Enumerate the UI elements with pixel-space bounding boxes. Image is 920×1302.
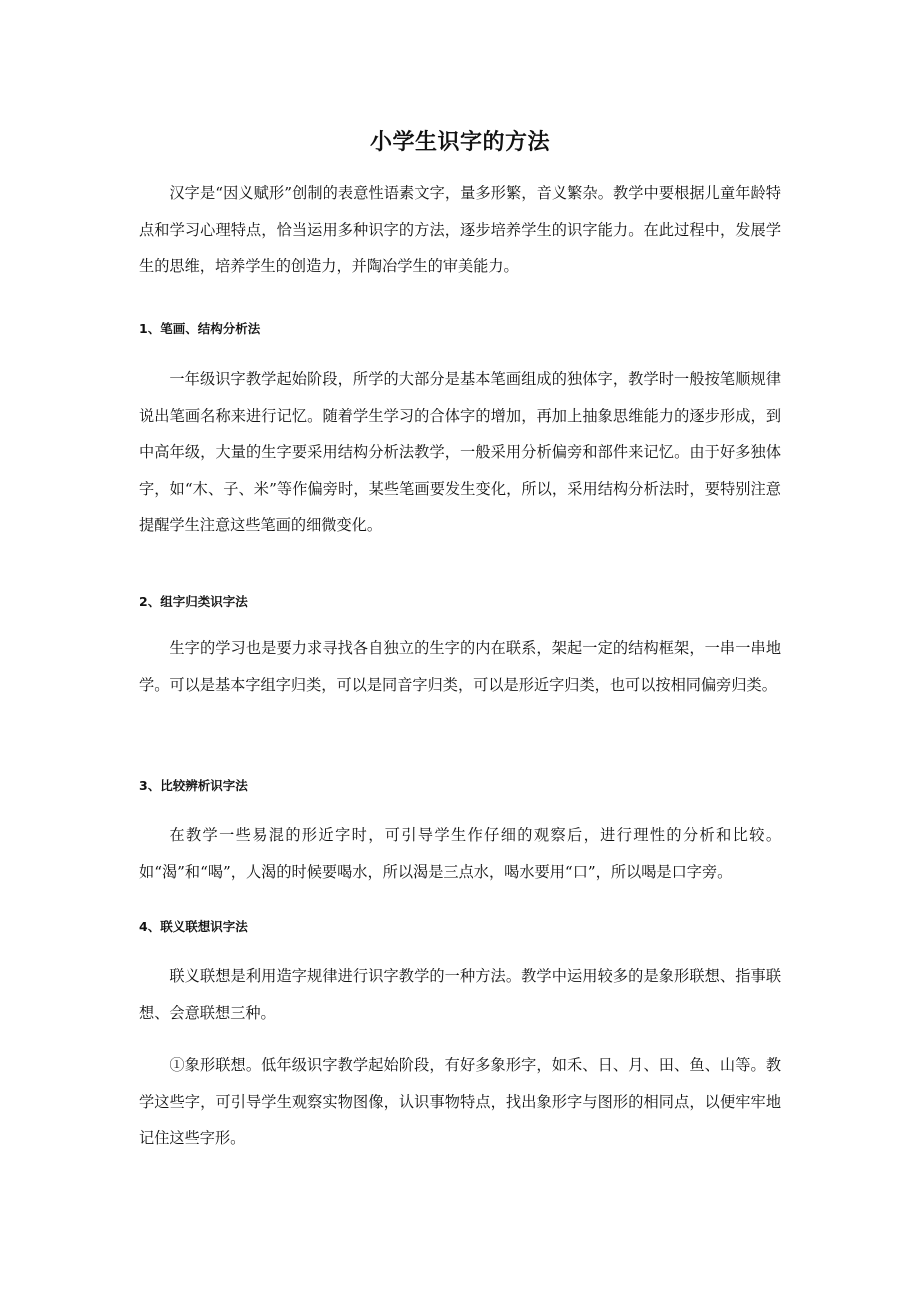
section-3-heading: 3、比较辨析识字法 (139, 778, 248, 793)
section-2-paragraph: 生字的学习也是要力求寻找各自独立的生字的内在联系，架起一定的结构框架，一串一串地学。可以是基本字组字归类，可以是同音字归类，可以是形近字归类，也可以按相同偏旁归类。 (139, 639, 781, 694)
section-4-heading: 4、联义联想识字法 (139, 919, 248, 934)
section-3-paragraph: 在教学一些易混的形近字时，可引导学生作仔细的观察后，进行理性的分析和比较。如“渴”和“喝”，人渴的时候要喝水，所以渴是三点水，喝水要用“口”，所以喝是口字旁。 (139, 826, 781, 881)
section-2-heading: 2、组字归类识字法 (139, 594, 248, 609)
document-title: 小学生识字的方法 (369, 129, 550, 155)
section-1-heading: 1、笔画、结构分析法 (139, 321, 261, 336)
section-4-paragraph-2: ①象形联想。低年级识字教学起始阶段，有好多象形字，如禾、日、月、田、鱼、山等。教学这些字，可引导学生观察实物图像，认识事物特点，找出象形字与图形的相同点，以便牢牢地记住这些字形。 (139, 1056, 781, 1147)
intro-paragraph: 汉字是“因义赋形”创制的表意性语素文字，量多形繁，音义繁杂。教学中要根据儿童年龄特点和学习心理特点，恰当运用多种识字的方法，逐步培养学生的识字能力。在此过程中，发展学生的思维，培养学生的创造力，并陶冶学生的审美能力。 (139, 184, 781, 275)
section-4-paragraph-1: 联义联想是利用造字规律进行识字教学的一种方法。教学中运用较多的是象形联想、指事联想、会意联想三种。 (139, 967, 781, 1022)
section-1-paragraph: 一年级识字教学起始阶段，所学的大部分是基本笔画组成的独体字，教学时一般按笔顺规律说出笔画名称来进行记忆。随着学生学习的合体字的增加，再加上抽象思维能力的逐步形成，到中高年级，大量的生字要采用结构分析法教学，一般采用分析偏旁和部件来记忆。由于好多独体字，如“木、子、米”等作偏旁时，某些笔画要发生变化，所以，采用结构分析法时，要特别注意提醒学生注意这些笔画的细微变化。 (139, 370, 781, 534)
